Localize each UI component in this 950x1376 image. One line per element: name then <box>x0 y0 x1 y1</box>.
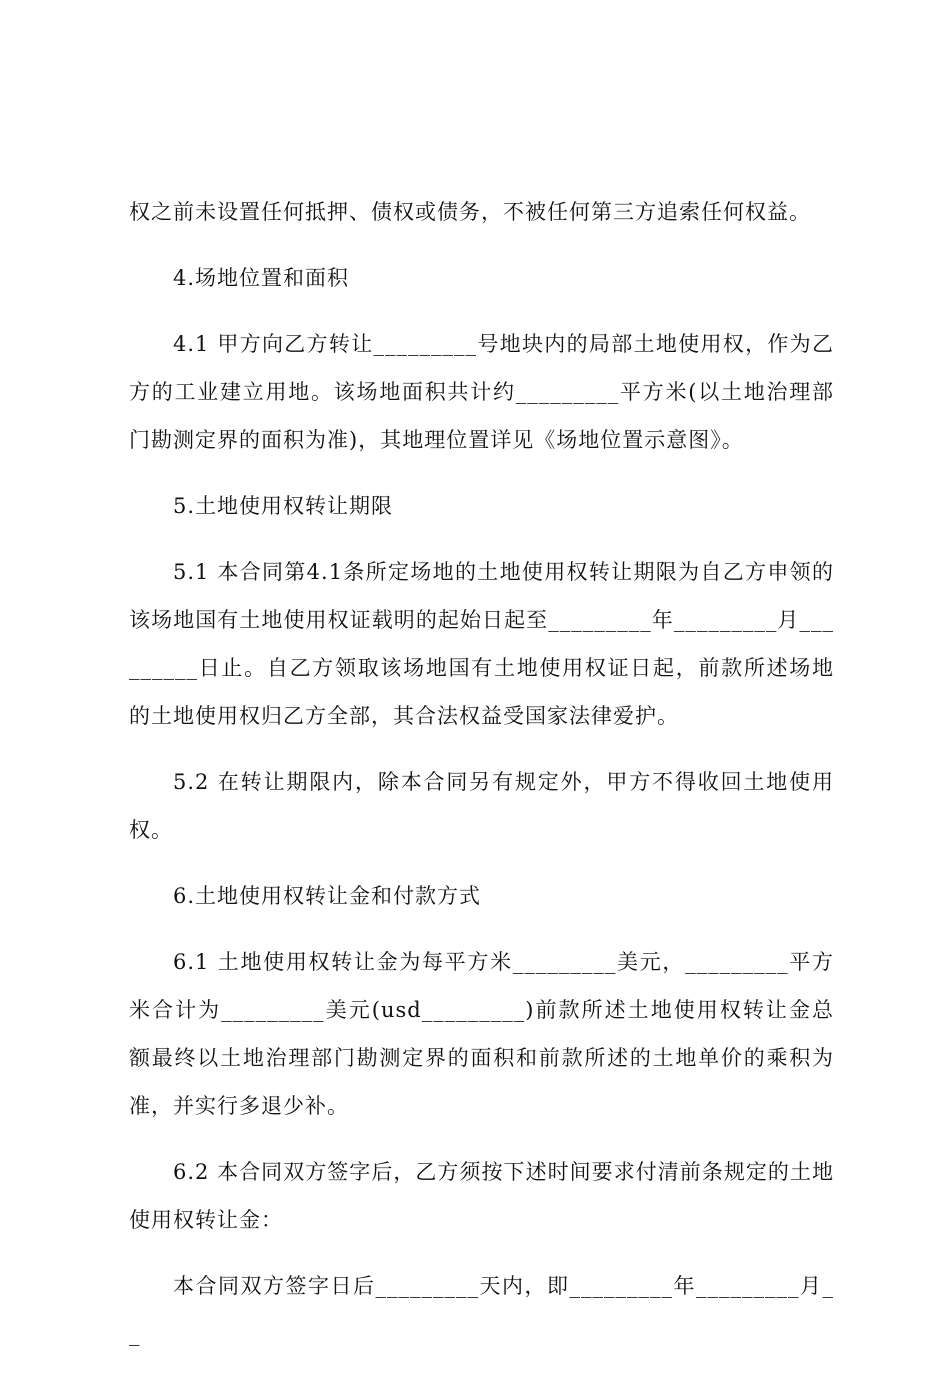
document-page <box>129 188 834 1376</box>
section-heading-5: 5.土地使用权转让期限 <box>173 494 394 518</box>
clause-6-1: 6.1 土地使用权转让金为每平方米_________美元，_________平方米合计为_________美元(usd_________)前款所述土地使用权转让金总额最终以土地治理部门勘测定界的面积和前款所述的土地单价的乘积为准，并实行多退少补。 <box>129 950 834 1118</box>
clause-4-1: 4.1 甲方向乙方转让_________号地块内的局部土地使用权，作为乙方的工业建立用地。该场地面积共计约_________平方米(以土地治理部门勘测定界的面积为准)，其地理位置详见《场地位置示意图》。 <box>129 332 834 452</box>
clause-6-2: 6.2 本合同双方签字后，乙方须按下述时间要求付清前条规定的土地使用权转让金： <box>129 1160 834 1232</box>
section-heading-4: 4.场地位置和面积 <box>173 266 350 290</box>
clause-5-2: 5.2 在转让期限内，除本合同另有规定外，甲方不得收回土地使用权。 <box>129 770 834 842</box>
section-heading-6: 6.土地使用权转让金和付款方式 <box>173 884 482 908</box>
paragraph-continuation: 权之前未设置任何抵押、债权或债务，不被任何第三方追索任何权益。 <box>129 200 811 224</box>
payment-schedule-line: 本合同双方签字日后_________天内，即_________年_________月__ <box>129 1274 834 1346</box>
clause-5-1: 5.1 本合同第4.1条所定场地的土地使用权转让期限为自乙方申领的该场地国有土地使用权证载明的起始日起至_________年_________月_________日止。自乙方领取该场地国有土地使用权证日起，前款所述场地的土地使用权归乙方全部，其合法权益受国家法律爱护。 <box>129 560 834 728</box>
